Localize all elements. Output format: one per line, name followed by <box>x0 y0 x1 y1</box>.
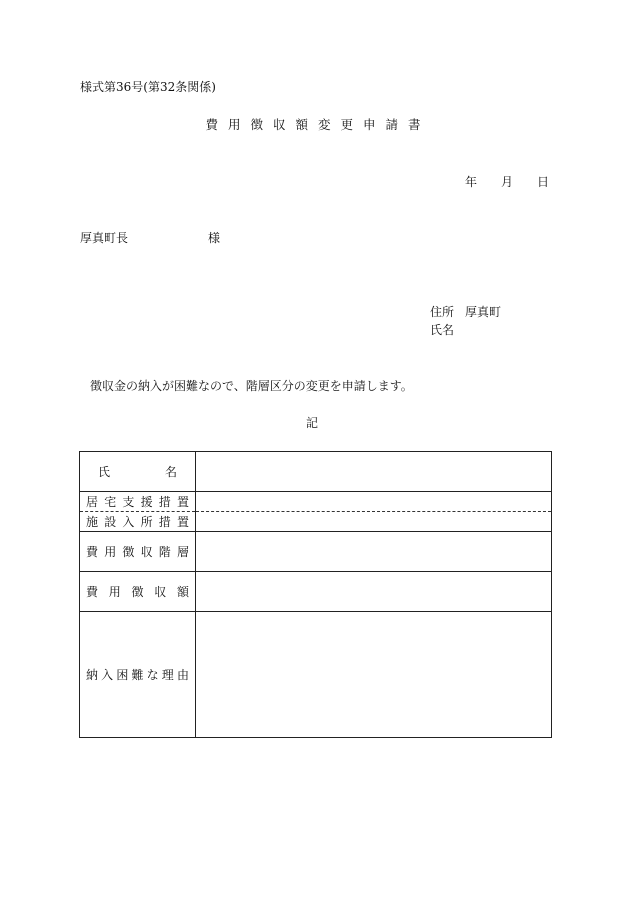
applicant-address-label: 住所 <box>430 305 455 319</box>
request-sentence: 徴収金の納入が困難なので、階層区分の変更を申請します。 <box>90 379 413 393</box>
label-char: 入 <box>101 668 114 682</box>
applicant-address-value: 厚真町 <box>465 305 502 319</box>
addressee-name: 厚真町長 <box>80 231 129 245</box>
label-char: な <box>146 668 159 682</box>
label-char: 居 <box>86 495 99 509</box>
label-char: 収 <box>154 585 167 599</box>
label-char: 費 <box>86 545 99 559</box>
label-char: 設 <box>104 515 117 529</box>
spread-label <box>80 666 195 683</box>
form-number: 様式第36号(第32条関係) <box>80 80 216 94</box>
detail-table <box>79 451 552 738</box>
label-char: 氏 <box>98 465 111 479</box>
addressee-honorific: 様 <box>208 231 221 245</box>
label-char: 置 <box>176 515 189 529</box>
label-char: 支 <box>122 495 135 509</box>
label-char: 措 <box>158 515 171 529</box>
table-row-payment-difficulty-reason <box>80 612 552 738</box>
form-title: 費用徴収額変更申請書 <box>205 117 431 132</box>
row-label-payment-difficulty-reason <box>80 612 196 738</box>
label-char: 額 <box>176 585 189 599</box>
date-year-label: 年 <box>465 175 478 189</box>
label-char: 徴 <box>131 585 144 599</box>
row-label-name <box>80 452 196 492</box>
table-row-name <box>80 452 552 492</box>
label-char: 階 <box>158 545 171 559</box>
label-char: 用 <box>108 585 121 599</box>
date-day-label: 日 <box>537 175 550 189</box>
label-char: 所 <box>140 515 153 529</box>
label-char: 由 <box>176 668 189 682</box>
date-month-label: 月 <box>501 175 514 189</box>
row-value-home-support[interactable] <box>196 492 552 512</box>
label-char: 援 <box>140 495 153 509</box>
spread-label <box>80 583 195 600</box>
row-label-home-support <box>80 492 196 512</box>
row-value-name[interactable] <box>196 452 552 492</box>
row-value-fee-tier[interactable] <box>196 532 552 572</box>
spread-label <box>80 463 195 480</box>
label-char: 費 <box>86 585 99 599</box>
row-label-facility-admission <box>80 512 196 532</box>
row-value-fee-amount[interactable] <box>196 572 552 612</box>
label-char: 層 <box>176 545 189 559</box>
label-char: 徴 <box>122 545 135 559</box>
label-char: 施 <box>86 515 99 529</box>
row-label-fee-amount <box>80 572 196 612</box>
applicant-name-label: 氏名 <box>430 323 455 337</box>
label-char: 措 <box>158 495 171 509</box>
ki-heading: 記 <box>306 416 319 430</box>
label-char: 難 <box>131 668 144 682</box>
label-char: 用 <box>104 545 117 559</box>
table-row-fee-tier <box>80 532 552 572</box>
row-value-payment-difficulty-reason[interactable] <box>196 612 552 738</box>
table-row-home-support <box>80 492 552 512</box>
label-char: 名 <box>164 465 177 479</box>
spread-label <box>80 493 195 510</box>
label-char: 入 <box>122 515 135 529</box>
row-value-facility-admission[interactable] <box>196 512 552 532</box>
table-row-facility-admission <box>80 512 552 532</box>
spread-label <box>80 513 195 530</box>
row-label-fee-tier <box>80 532 196 572</box>
label-char: 置 <box>176 495 189 509</box>
spread-label <box>80 543 195 560</box>
table-row-fee-amount <box>80 572 552 612</box>
label-char: 理 <box>161 668 174 682</box>
label-char: 困 <box>116 668 129 682</box>
label-char: 宅 <box>104 495 117 509</box>
label-char: 収 <box>140 545 153 559</box>
label-char: 納 <box>86 668 99 682</box>
